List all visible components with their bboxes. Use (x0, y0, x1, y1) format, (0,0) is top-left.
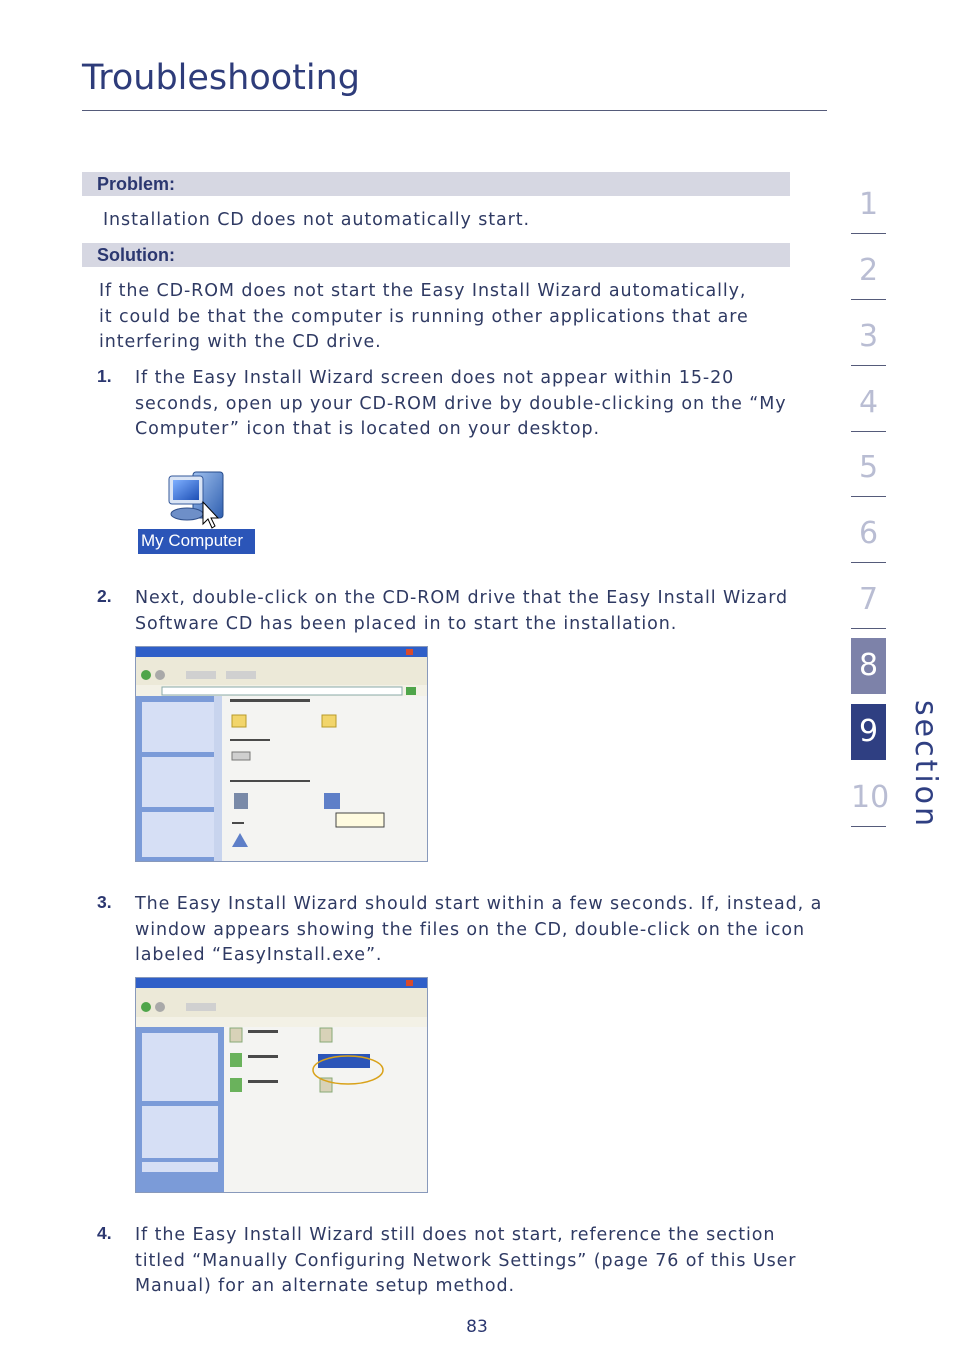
my-computer-window-screenshot (135, 646, 428, 862)
cd-contents-window-screenshot (135, 977, 428, 1193)
section-nav-8[interactable]: 8 (851, 638, 886, 694)
section-label: section (908, 700, 943, 830)
problem-header (82, 172, 790, 196)
section-nav-6[interactable]: 6 (851, 506, 886, 563)
section-nav-7[interactable]: 7 (851, 572, 886, 629)
problem-text: Installation CD does not automatically start. (103, 210, 530, 230)
cd-window-image (136, 978, 427, 1192)
my-computer-screenshot (137, 466, 257, 556)
section-nav-2[interactable]: 2 (851, 243, 886, 300)
step-number: 1. (97, 366, 112, 386)
step-number: 3. (97, 892, 112, 912)
section-nav-4[interactable]: 4 (851, 375, 886, 432)
problem-label: Problem: (97, 174, 176, 194)
section-nav-3[interactable]: 3 (851, 309, 886, 366)
step-text: The Easy Install Wizard should start within a few seconds. If, instead, a window appears showing the files on the CD, double-click on the icon labeled “EasyInstall.exe”. (135, 894, 823, 965)
step-number: 4. (97, 1223, 112, 1243)
step-text: Next, double-click on the CD-ROM drive that the Easy Install Wizard Software CD has been placed in to start the installation. (135, 588, 789, 634)
section-nav-1[interactable]: 1 (851, 177, 886, 234)
step-text: If the Easy Install Wizard still does not start, reference the section titled “Manually Configuring Network Settings” (page 76 of this User Manual) for an alternate setup method. (135, 1225, 797, 1296)
page-number: 83 (466, 1317, 488, 1337)
title-divider (82, 110, 827, 111)
solution-label: Solution: (97, 245, 175, 265)
step-text: If the Easy Install Wizard screen does not appear within 15-20 seconds, open up your CD-ROM drive by double-clicking on the “My Computer” icon that is located on your desktop. (135, 368, 787, 439)
solution-intro: If the CD-ROM does not start the Easy Install Wizard automatically, it could be that the computer is running other applications that are interfering with the CD drive. (99, 281, 749, 352)
page-title: Troubleshooting (82, 58, 361, 98)
solution-header (82, 243, 790, 267)
my-computer-label: My Computer (141, 531, 244, 550)
section-nav-5[interactable]: 5 (851, 440, 886, 497)
explorer-window-image (136, 647, 427, 861)
section-nav-10[interactable]: 10 (851, 770, 886, 827)
step-number: 2. (97, 586, 112, 606)
section-nav-9[interactable]: 9 (851, 704, 886, 760)
